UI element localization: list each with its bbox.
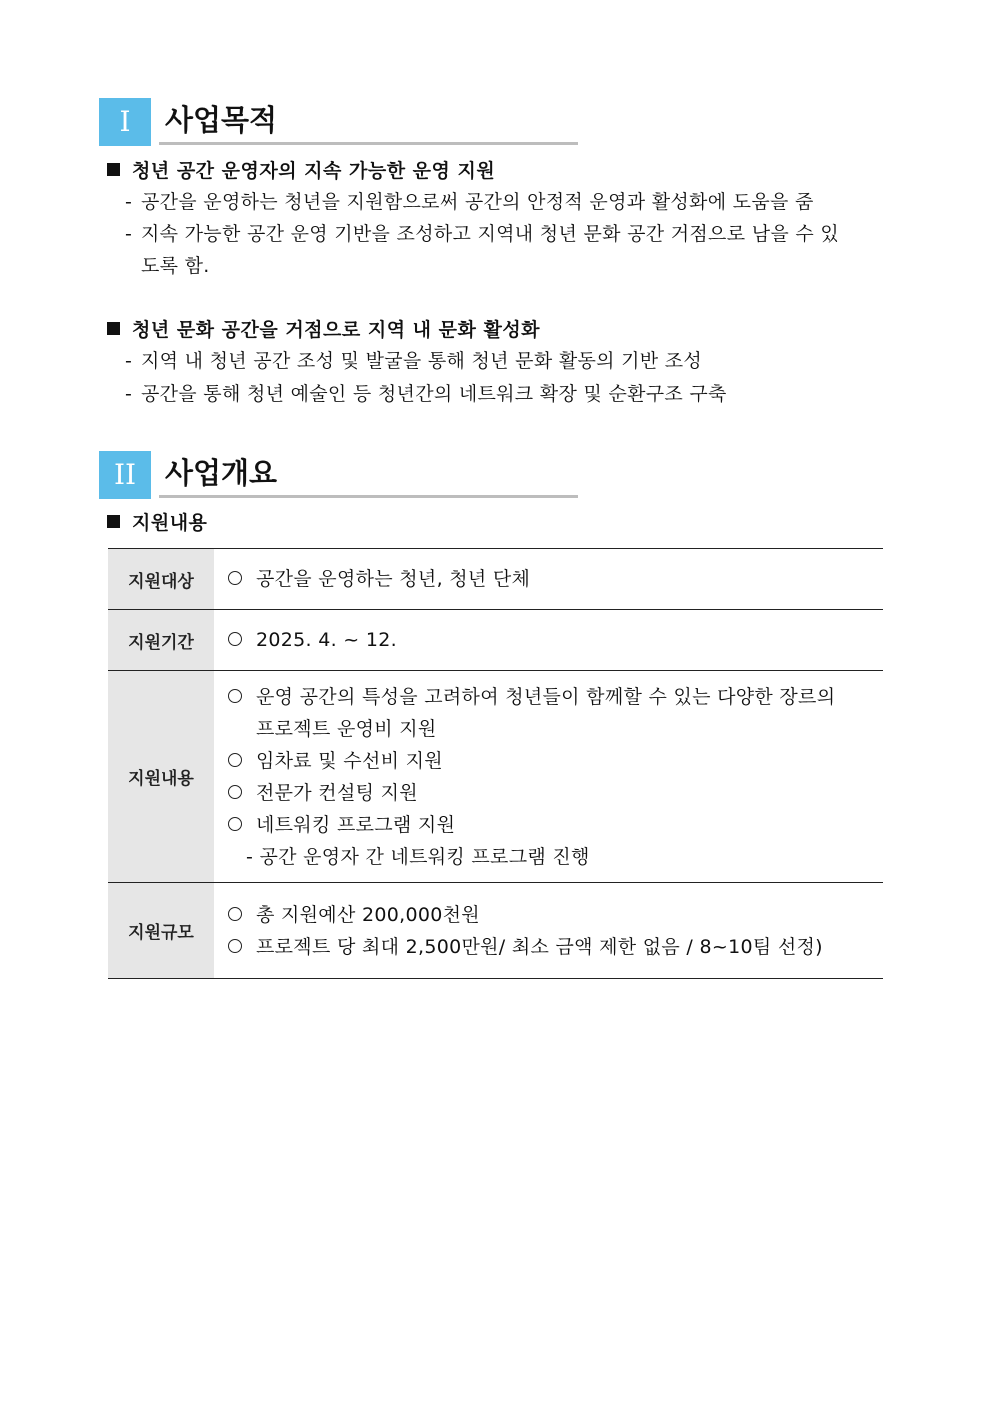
circle-bullet-icon [228, 571, 242, 585]
dash-bullet-icon: - [125, 350, 133, 372]
circle-bullet-icon [228, 632, 242, 646]
section-2-underline [159, 495, 578, 498]
row-content-line: 프로젝트 운영비 지원 [256, 717, 437, 740]
circle-bullet-icon [228, 753, 242, 767]
circle-bullet-icon [228, 689, 242, 703]
section-1-number: I [99, 98, 151, 146]
row-content [214, 610, 883, 671]
purpose-item-text: 지속 가능한 공간 운영 기반을 조성하고 지역내 청년 문화 공간 거점으로 남을 수 있 [141, 223, 839, 245]
row-content-line: 운영 공간의 특성을 고려하여 청년들이 함께할 수 있는 다양한 장르의 [256, 685, 836, 708]
purpose-item [125, 221, 897, 247]
table-row [108, 549, 883, 610]
dash-bullet-icon: - [125, 223, 133, 245]
dash-bullet-icon: - [125, 383, 133, 405]
dash-bullet-icon: - [125, 191, 133, 213]
circle-bullet-icon [228, 939, 242, 953]
row-content [214, 549, 883, 610]
row-content [214, 671, 883, 883]
purpose-heading-1-text: 청년 공간 운영자의 지속 가능한 운영 지원 [132, 160, 496, 182]
row-content [214, 883, 883, 979]
section-2-number: II [99, 451, 151, 499]
overview-heading-text: 지원내용 [132, 512, 208, 534]
row-content-line: 전문가 컨설팅 지원 [256, 781, 418, 804]
row-content-line: 네트워킹 프로그램 지원 [256, 813, 456, 836]
circle-bullet-icon [228, 907, 242, 921]
purpose-item [125, 348, 702, 374]
purpose-item-text: 지역 내 청년 공간 조성 및 발굴을 통해 청년 문화 활동의 기반 조성 [141, 350, 703, 372]
row-content-line: 2025. 4. ~ 12. [256, 629, 397, 651]
purpose-heading-2-text: 청년 문화 공간을 거점으로 지역 내 문화 활성화 [132, 319, 541, 341]
row-label: 지원대상 [108, 549, 214, 610]
purpose-heading-2 [107, 317, 540, 343]
section-2-title: 사업개요 [165, 456, 278, 490]
circle-bullet-icon [228, 817, 242, 831]
circle-bullet-icon [228, 785, 242, 799]
purpose-item-continuation: 도록 함. [141, 255, 210, 277]
row-label: 지원기간 [108, 610, 214, 671]
row-label: 지원내용 [108, 671, 214, 883]
table-row [108, 671, 883, 883]
row-content-line: 총 지원예산 200,000천원 [256, 903, 480, 926]
purpose-heading-1 [107, 158, 495, 184]
support-info-table [108, 548, 883, 979]
table-row [108, 610, 883, 671]
row-content-subline: - 공간 운영자 간 네트워킹 프로그램 진행 [246, 845, 590, 868]
square-bullet-icon [107, 163, 120, 176]
purpose-item [125, 381, 727, 407]
square-bullet-icon [107, 322, 120, 335]
row-content-line: 프로젝트 당 최대 2,500만원/ 최소 금액 제한 없음 / 8~10팀 선정) [256, 935, 823, 958]
purpose-item-text: 공간을 운영하는 청년을 지원함으로써 공간의 안정적 운영과 활성화에 도움을 줌 [141, 191, 814, 213]
row-content-line: 임차료 및 수선비 지원 [256, 749, 443, 772]
square-bullet-icon [107, 515, 120, 528]
section-1-underline [159, 142, 578, 145]
row-label: 지원규모 [108, 883, 214, 979]
section-1-title: 사업목적 [165, 103, 278, 137]
purpose-item-text: 공간을 통해 청년 예술인 등 청년간의 네트워크 확장 및 순환구조 구축 [141, 383, 727, 405]
row-content-line: 공간을 운영하는 청년, 청년 단체 [256, 568, 531, 590]
overview-heading [107, 510, 207, 536]
purpose-item [125, 189, 814, 215]
table-row [108, 883, 883, 979]
